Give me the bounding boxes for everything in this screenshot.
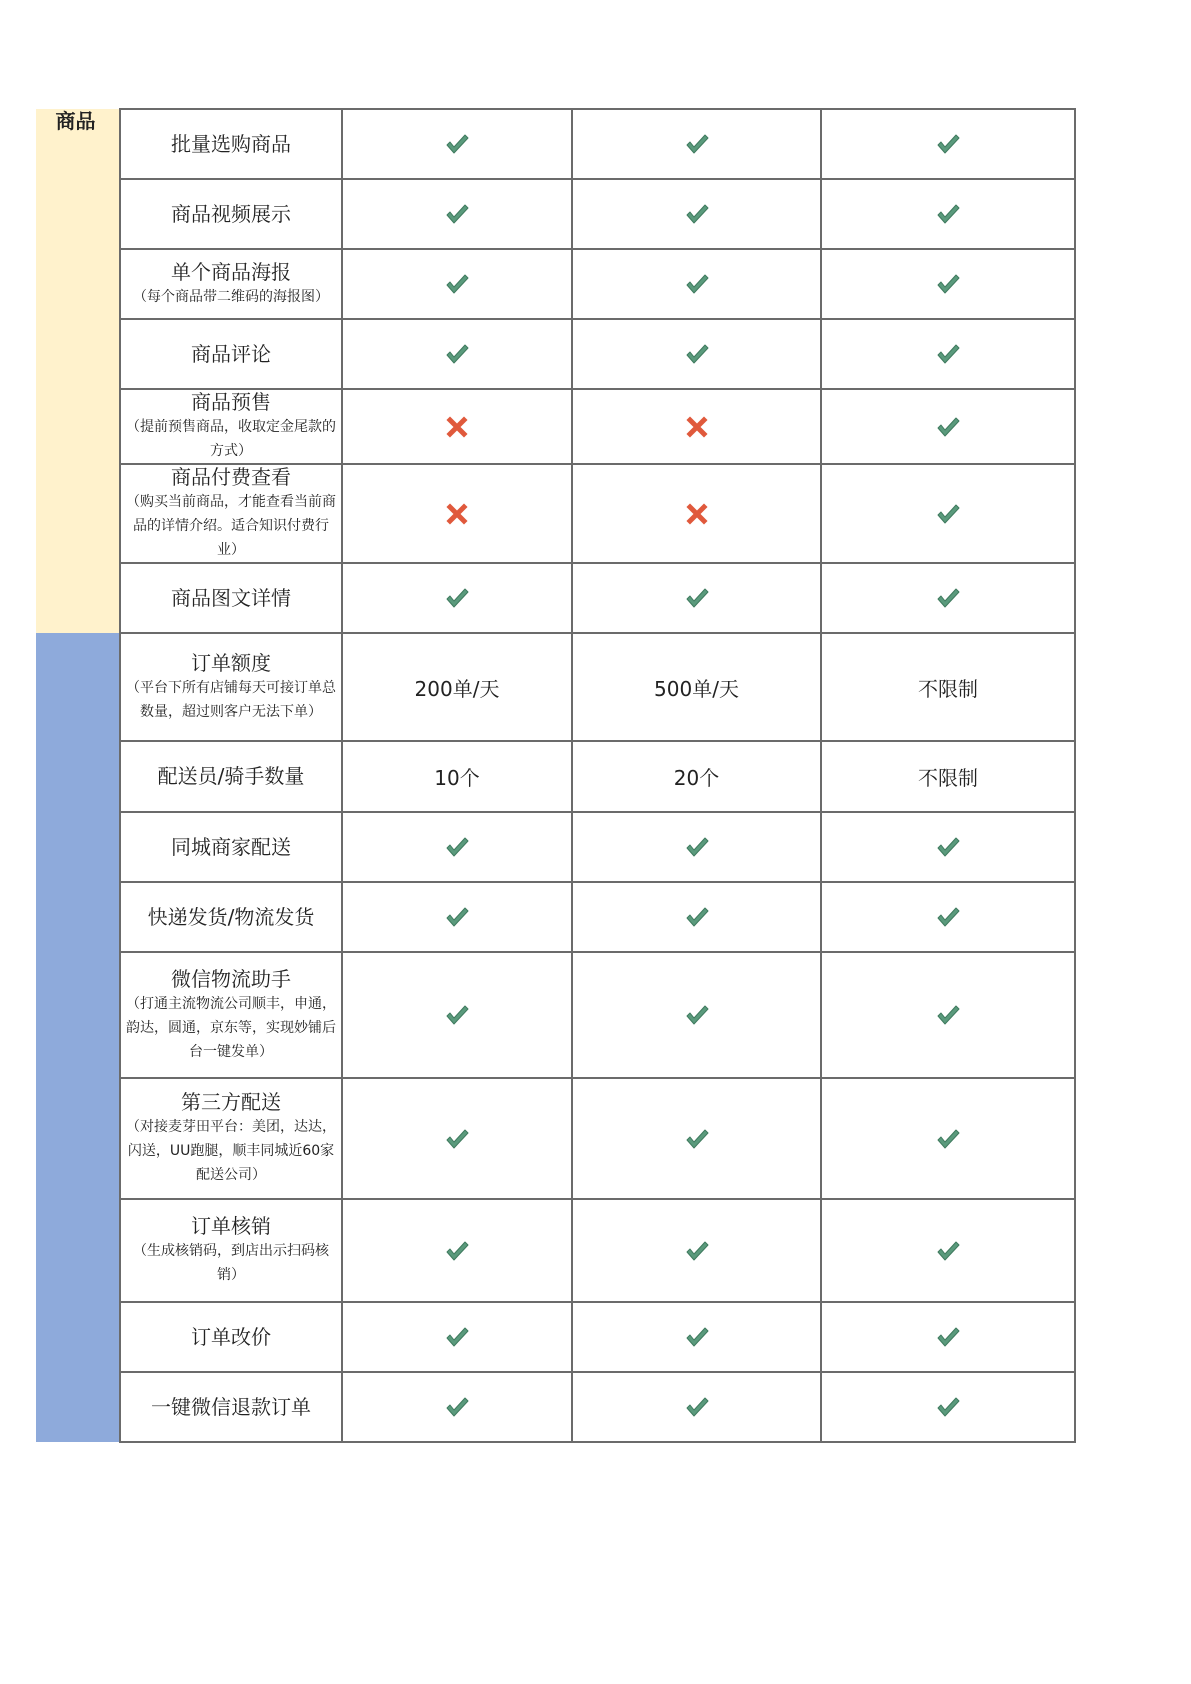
feature-cell: [120, 633, 342, 741]
feature-title: 商品预售: [191, 390, 271, 414]
plan-cell-1: [342, 1302, 572, 1372]
plan-cell-3: [821, 882, 1075, 952]
cross-icon: [686, 416, 708, 438]
plan-cell-3: [821, 812, 1075, 882]
plan-cell-1: [342, 319, 572, 389]
feature-cell: [120, 882, 342, 952]
feature-cell: [120, 389, 342, 464]
plan-cell-1: [342, 812, 572, 882]
category-cell-order: [36, 633, 120, 1442]
plan-cell-1: [342, 1372, 572, 1442]
category-label: 商品: [55, 109, 96, 133]
feature-cell: [120, 1199, 342, 1302]
plan-cell-1: [342, 633, 572, 741]
plan-cell-2: [572, 882, 821, 952]
feature-cell: [120, 741, 342, 812]
plan-cell-1: [342, 882, 572, 952]
check-icon: [445, 343, 469, 365]
plan-cell-2: [572, 1302, 821, 1372]
feature-title: 商品评论: [191, 341, 271, 366]
check-icon: [936, 587, 960, 609]
plan-cell-3: [821, 389, 1075, 464]
plan-cell-3: [821, 109, 1075, 179]
plan-cell-3: [821, 319, 1075, 389]
table-row: [36, 1372, 1075, 1442]
check-icon: [936, 503, 960, 525]
feature-title: 商品图文详情: [171, 585, 291, 610]
table-row: [36, 741, 1075, 812]
plan-cell-1: [342, 249, 572, 319]
check-icon: [685, 1240, 709, 1262]
check-icon: [685, 273, 709, 295]
plan-value: 不限制: [918, 766, 978, 790]
table-row: [36, 1199, 1075, 1302]
check-icon: [445, 587, 469, 609]
feature-cell: [120, 464, 342, 563]
plan-cell-1: [342, 563, 572, 633]
check-icon: [936, 416, 960, 438]
plan-cell-2: [572, 1078, 821, 1199]
plan-value: 10个: [434, 766, 480, 790]
plan-cell-1: [342, 389, 572, 464]
feature-title: 订单改价: [191, 1324, 271, 1349]
check-icon: [936, 133, 960, 155]
table-row: [36, 319, 1075, 389]
check-icon: [936, 1128, 960, 1150]
plan-cell-2: [572, 1372, 821, 1442]
table-row: [36, 1078, 1075, 1199]
check-icon: [685, 343, 709, 365]
table-row: [36, 952, 1075, 1078]
check-icon: [445, 906, 469, 928]
check-icon: [445, 836, 469, 858]
plan-cell-3: [821, 1302, 1075, 1372]
check-icon: [685, 587, 709, 609]
plan-cell-2: [572, 249, 821, 319]
plan-value: 200单/天: [414, 676, 500, 701]
feature-note: （对接麦芽田平台：美团，达达，闪送，UU跑腿，顺丰同城近60家配送公司）: [126, 1119, 336, 1183]
check-icon: [685, 203, 709, 225]
plan-cell-1: [342, 464, 572, 563]
plan-cell-2: [572, 812, 821, 882]
feature-title: 商品视频展示: [171, 201, 291, 226]
plan-cell-1: [342, 1199, 572, 1302]
check-icon: [936, 343, 960, 365]
check-icon: [685, 1396, 709, 1418]
feature-title: 配送员/骑手数量: [157, 764, 305, 788]
plan-cell-2: [572, 319, 821, 389]
check-icon: [936, 836, 960, 858]
cross-icon: [686, 503, 708, 525]
check-icon: [445, 1240, 469, 1262]
plan-cell-2: [572, 633, 821, 741]
plan-cell-1: [342, 179, 572, 249]
plan-value: 不限制: [918, 676, 978, 701]
check-icon: [445, 1128, 469, 1150]
plan-cell-1: [342, 1078, 572, 1199]
check-icon: [445, 1396, 469, 1418]
plan-cell-2: [572, 464, 821, 563]
feature-cell: [120, 812, 342, 882]
check-icon: [445, 1004, 469, 1026]
feature-cell: [120, 319, 342, 389]
check-icon: [685, 1128, 709, 1150]
plan-cell-2: [572, 109, 821, 179]
table-row: [36, 179, 1075, 249]
feature-title: 商品付费查看: [171, 465, 291, 489]
table-row: [36, 109, 1075, 179]
check-icon: [685, 836, 709, 858]
plan-cell-3: [821, 1372, 1075, 1442]
feature-cell: [120, 1302, 342, 1372]
plan-cell-3: [821, 952, 1075, 1078]
plan-value: 20个: [673, 766, 720, 790]
feature-note: （每个商品带二维码的海报图）: [133, 288, 329, 305]
plan-cell-1: [342, 952, 572, 1078]
plan-cell-3: [821, 1199, 1075, 1302]
check-icon: [936, 906, 960, 928]
table-row: [36, 882, 1075, 952]
check-icon: [445, 1326, 469, 1348]
check-icon: [445, 203, 469, 225]
feature-title: 快递发货/物流发货: [147, 904, 315, 929]
feature-title: 批量选购商品: [171, 131, 291, 156]
feature-cell: [120, 563, 342, 633]
plan-cell-1: [342, 109, 572, 179]
cross-icon: [446, 416, 468, 438]
feature-cell: [120, 952, 342, 1078]
feature-note: （打通主流物流公司顺丰，申通，韵达，圆通，京东等，实现妙铺后台一键发单）: [126, 995, 336, 1060]
table-row: [36, 389, 1075, 464]
feature-note: （购买当前商品，才能查看当前商品的详情介绍。适合知识付费行业）: [126, 494, 336, 558]
plan-cell-3: [821, 633, 1075, 741]
feature-note: （生成核销码，到店出示扫码核销）: [133, 1243, 329, 1283]
table-row: [36, 464, 1075, 563]
check-icon: [685, 906, 709, 928]
table-row: [36, 563, 1075, 633]
feature-cell: [120, 1372, 342, 1442]
feature-note: （平台下所有店铺每天可接订单总数量，超过则客户无法下单）: [126, 679, 336, 720]
plan-cell-2: [572, 741, 821, 812]
feature-title: 订单额度: [191, 650, 271, 675]
check-icon: [685, 1326, 709, 1348]
plan-cell-2: [572, 952, 821, 1078]
plan-cell-3: [821, 1078, 1075, 1199]
plan-cell-3: [821, 249, 1075, 319]
plan-cell-3: [821, 741, 1075, 812]
check-icon: [936, 203, 960, 225]
feature-cell: [120, 249, 342, 319]
check-icon: [936, 1396, 960, 1418]
check-icon: [685, 1004, 709, 1026]
plan-cell-3: [821, 464, 1075, 563]
check-icon: [445, 133, 469, 155]
feature-cell: [120, 1078, 342, 1199]
plan-cell-2: [572, 1199, 821, 1302]
feature-note: （提前预售商品，收取定金尾款的方式）: [126, 419, 336, 459]
category-cell-goods: [36, 109, 120, 633]
check-icon: [685, 133, 709, 155]
feature-cell: [120, 109, 342, 179]
plan-cell-1: [342, 741, 572, 812]
feature-title: 一键微信退款订单: [151, 1394, 311, 1419]
feature-cell: [120, 179, 342, 249]
table-row: [36, 249, 1075, 319]
plan-cell-2: [572, 389, 821, 464]
feature-title: 第三方配送: [181, 1090, 281, 1114]
check-icon: [936, 1326, 960, 1348]
feature-title: 同城商家配送: [171, 834, 291, 859]
plan-value: 500单/天: [654, 676, 739, 701]
feature-title: 单个商品海报: [171, 259, 291, 284]
table-row: [36, 633, 1075, 741]
check-icon: [445, 273, 469, 295]
check-icon: [936, 1004, 960, 1026]
feature-title: 订单核销: [191, 1214, 271, 1238]
check-icon: [936, 1240, 960, 1262]
table-row: [36, 1302, 1075, 1372]
feature-comparison-table: [36, 108, 1076, 1443]
plan-cell-3: [821, 563, 1075, 633]
cross-icon: [446, 503, 468, 525]
check-icon: [936, 273, 960, 295]
table-body: [36, 109, 1075, 1442]
table-row: [36, 812, 1075, 882]
plan-cell-3: [821, 179, 1075, 249]
feature-title: 微信物流助手: [171, 966, 291, 991]
plan-cell-2: [572, 563, 821, 633]
plan-cell-2: [572, 179, 821, 249]
